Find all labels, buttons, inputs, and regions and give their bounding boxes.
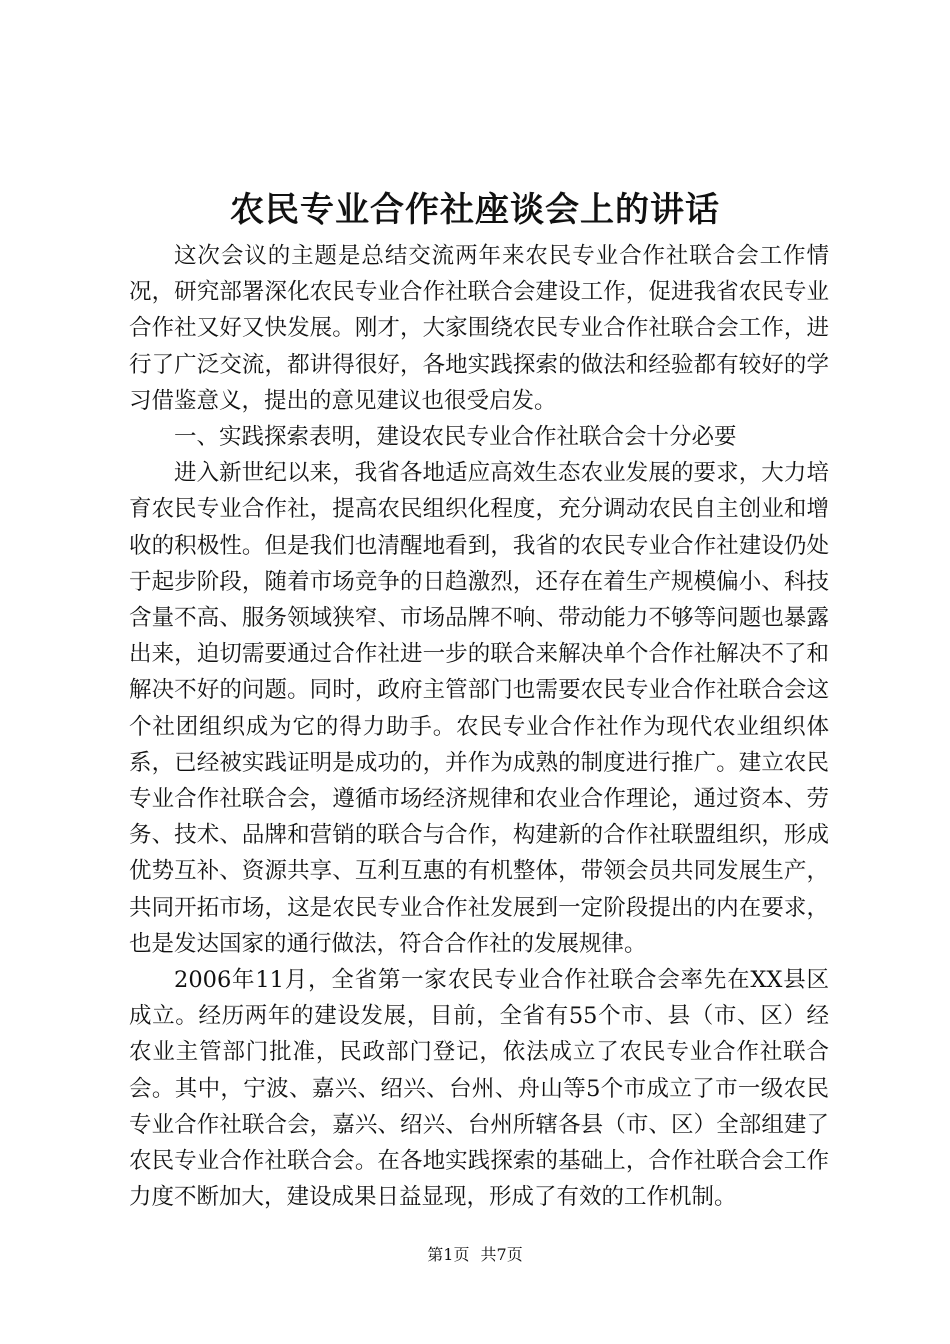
document-title: 农民专业合作社座谈会上的讲话 [230, 190, 720, 230]
page-footer [0, 1243, 950, 1267]
section-heading-1: 一、实践探索表明，建设农民专业合作社联合会十分必要 [174, 424, 737, 451]
paragraph-background: 进入新世纪以来，我省各地适应高效生态农业发展的要求，大力培育农民专业合作社，提高农民组织化程度，充分调动农民自主创业和增收的积极性。但是我们也清醒地看到，我省的农民专业合作社建设仍处于起步阶段，随着市场竞争的日趋激烈，还存在着生产规模偏小、科技含量不高、服务领域狭窄、市场品牌不响、带动能力不够等问题也暴露出来，迫切需要通过合作社进一步的联合来解决单个合作社解决不了和解决不好的问题。同时，政府主管部门也需要农民专业合作社联合会这个社团组织成为它的得力助手。农民专业合作社作为现代农业组织体系，已经被实践证明是成功的，并作为成熟的制度进行推广。建立农民专业合作社联合会，遵循市场经济规律和农业合作理论，通过资本、劳务、技术、品牌和营销的联合与合作，构建新的合作社联盟组织，形成优势互补、资源共享、互利互惠的有机整体，带领会员共同发展生产，共同开拓市场，这是农民专业合作社发展到一定阶段提出的内在要求，也是发达国家的通行做法，符合合作社的发展规律。 [129, 460, 829, 957]
paragraph-progress: 2006年11月，全省第一家农民专业合作社联合会率先在XX县区成立。经历两年的建设发展，目前，全省有55个市、县（市、区）经农业主管部门批准，民政部门登记，依法成立了农民专业合作社联合会。其中，宁波、嘉兴、绍兴、台州、舟山等5个市成立了市一级农民专业合作社联合会，嘉兴、绍兴、台州所辖各县（市、区）全部组建了农民专业合作社联合会。在各地实践探索的基础上，合作社联合会工作力度不断加大，建设成果日益显现，形成了有效的工作机制。 [129, 967, 829, 1211]
document-body [129, 238, 829, 1215]
page-number: 第1页 [427, 1245, 470, 1264]
paragraph-intro: 这次会议的主题是总结交流两年来农民专业合作社联合会工作情况，研究部署深化农民专业合作社联合会建设工作，促进我省农民专业合作社又好又快发展。刚才，大家围绕农民专业合作社联合会工作，进行了广泛交流，都讲得很好，各地实践探索的做法和经验都有较好的学习借鉴意义，提出的意见建议也很受启发。 [129, 243, 829, 414]
page-total: 共7页 [480, 1245, 523, 1264]
